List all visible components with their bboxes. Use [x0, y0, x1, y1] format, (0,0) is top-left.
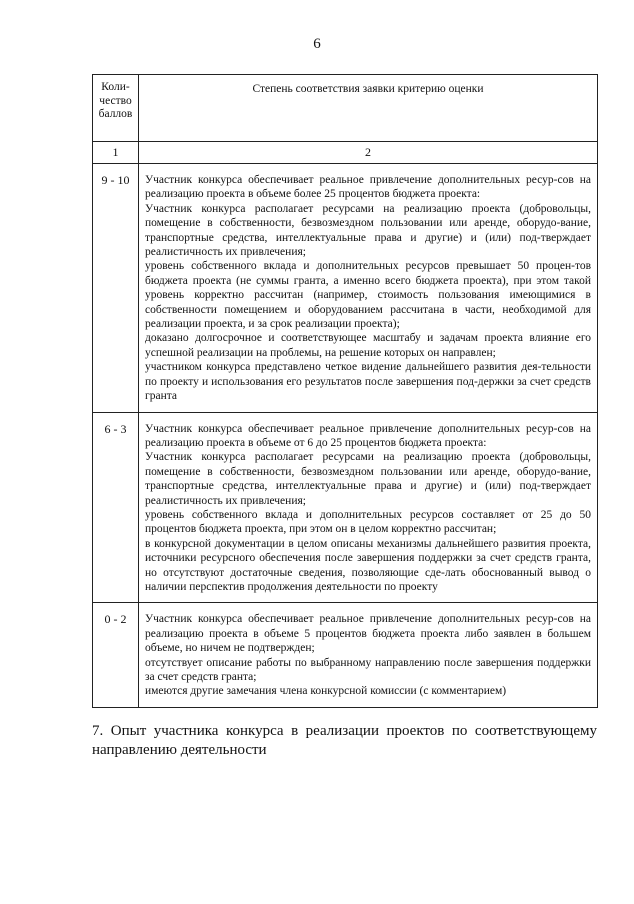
table-header-row — [93, 75, 598, 142]
description-line: в конкурсной документации в целом описаны механизмы дальнейшего развития проекта, источники ресурсного обеспечения после завершения поддержки за счет средств гранта, но отсутствуют достаточные сведения, позволяющие сде-лать обоснованный вывод о наличии перспектив продолжения деятельности по проекту — [145, 537, 591, 593]
score-cell: 0 - 2 — [93, 603, 139, 707]
description-line: Участник конкурса обеспечивает реальное привлечение дополнительных ресур-сов на реализацию проекта в объеме более 25 процентов бюджета проекта: — [145, 174, 591, 201]
section-heading: 7. Опыт участника конкурса в реализации проектов по соответствующему направлению деятельности — [92, 723, 597, 758]
description-cell — [139, 412, 598, 603]
description-line: уровень собственного вклада и дополнительных ресурсов составляет от 25 до 50 процентов бюджета проекта, при этом он в целом корректно рассчитан; — [145, 508, 591, 536]
description-line: имеются другие замечания члена конкурсной комиссии (с комментарием) — [145, 685, 507, 698]
table-index-row — [93, 142, 598, 164]
index-col-2: 2 — [139, 142, 598, 164]
description-line: отсутствует описание работы по выбранному направлению после завершения поддержки за счет средств гранта; — [145, 656, 591, 683]
description-line: Участник конкурса располагает ресурсами на реализацию проекта (добровольцы, помещение в собственности, безвозмездном пользовании или аренде, оборудо-вание, транспортные средства, интеллектуальные права и другие) и (или) под-тверждает реалистичность их привлечения; — [145, 202, 591, 259]
description-line: доказано долгосрочное и соответствующее масштабу и задачам проекта влияние его успешной реализации на проблемы, на решение которых он направлен; — [145, 332, 591, 359]
description-line: Участник конкурса обеспечивает реальное привлечение дополнительных ресур-сов на реализацию проекта в объеме 5 процентов бюджета проекта либо заявлен в большем объеме, но ничем не подтвержден; — [145, 613, 591, 655]
description-line: участником конкурса представлено четкое видение дальнейшего развития дея-тельности по проекту и использования его результатов после завершения под-держки за счет средств гранта — [145, 361, 591, 403]
header-score-count — [93, 75, 139, 142]
description-line: Участник конкурса располагает ресурсами на реализацию проекта (добровольцы, помещение в собственности, безвозмездном пользовании или аренде, оборудо-вание, транспортные средства, интеллектуальные права и другие) и (или) под-тверждает реалистичность их привлечения; — [145, 451, 591, 507]
score-cell: 9 - 10 — [93, 164, 139, 413]
description-cell — [139, 603, 598, 707]
description-line: уровень собственного вклада и дополнительных ресурсов превышает 50 процен-тов бюджета проекта (не суммы гранта, а именно всего бюджета проекта), при этом такой уровень корректно рассчитан (например, стоимость пользования имеющимися в собственности помещением и оборудованием рассчитана в части, необходимой для реализации проекта, и за срок реализации проекта); — [145, 260, 591, 331]
table-row — [93, 164, 598, 413]
header-criterion-degree: Степень соответствия заявки критерию оценки — [139, 75, 598, 142]
score-cell: 6 - 3 — [93, 412, 139, 603]
description-cell — [139, 164, 598, 413]
table-row — [93, 603, 598, 707]
criteria-table — [92, 74, 598, 708]
header-score-count-text: Коли- чество баллов — [98, 81, 133, 120]
page-number: 6 — [313, 36, 321, 52]
index-col-1: 1 — [93, 142, 139, 164]
description-line: Участник конкурса обеспечивает реальное привлечение дополнительных ресур-сов на реализацию проекта в объеме от 6 до 25 процентов бюджета проекта: — [145, 422, 591, 449]
table-row — [93, 412, 598, 603]
